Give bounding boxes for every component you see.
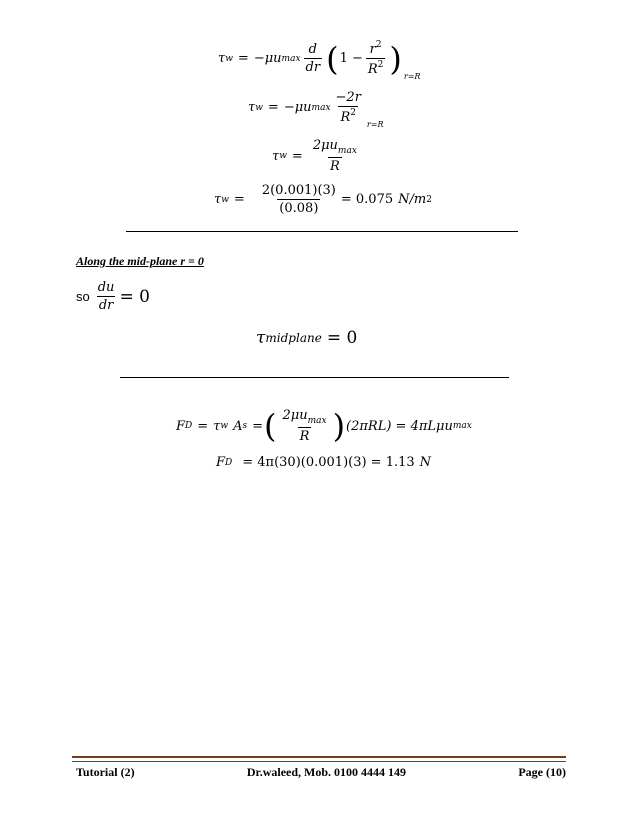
- footer-rule-thin: [72, 761, 566, 762]
- equation-drag-force-numeric: F D = 4π(30)(0.001)(3) = 1.13 N: [216, 455, 432, 470]
- section-heading-midplane: Along the mid-plane r = 0: [76, 254, 204, 268]
- section-divider-2: [120, 377, 509, 378]
- equation-wall-shear-simplified: τ w = $\frac{2\mu u_{max}}{R}$: [272, 138, 357, 174]
- equation-wall-shear-numeric: τ w = $\frac{2(0.001)(3)}{(0.08)}$ = 0.075 N/m 2: [214, 183, 432, 216]
- equation-midplane-gradient: so $\frac{du}{dr}$ = 0: [76, 280, 150, 313]
- equation-wall-shear-evaluated: τ w = −μu max $\frac{-2r}{R^2}$ r=R: [248, 90, 384, 129]
- footer-rule-thick: [72, 756, 566, 758]
- footer-tutorial: Tutorial (2): [76, 765, 135, 779]
- equation-drag-force-symbolic: F D = τ w A s = ( $\frac{2\mu u_{max}}{R}$ ) (2πRL) = 4πLμu max: [176, 407, 472, 445]
- page-footer: [76, 765, 566, 780]
- equation-wall-shear-derivative: τ w = −μu max $\frac{d}{dr}$ ( 1 − $\frac{r^2}{R^2}$ ) r=R: [218, 39, 421, 81]
- equation-midplane-shear: τ midplane = 0: [256, 328, 358, 348]
- footer-author: Dr.waleed, Mob. 0100 4444 149: [246, 765, 407, 779]
- section-divider-1: [126, 231, 518, 232]
- footer-page-number: Page (10): [518, 765, 566, 779]
